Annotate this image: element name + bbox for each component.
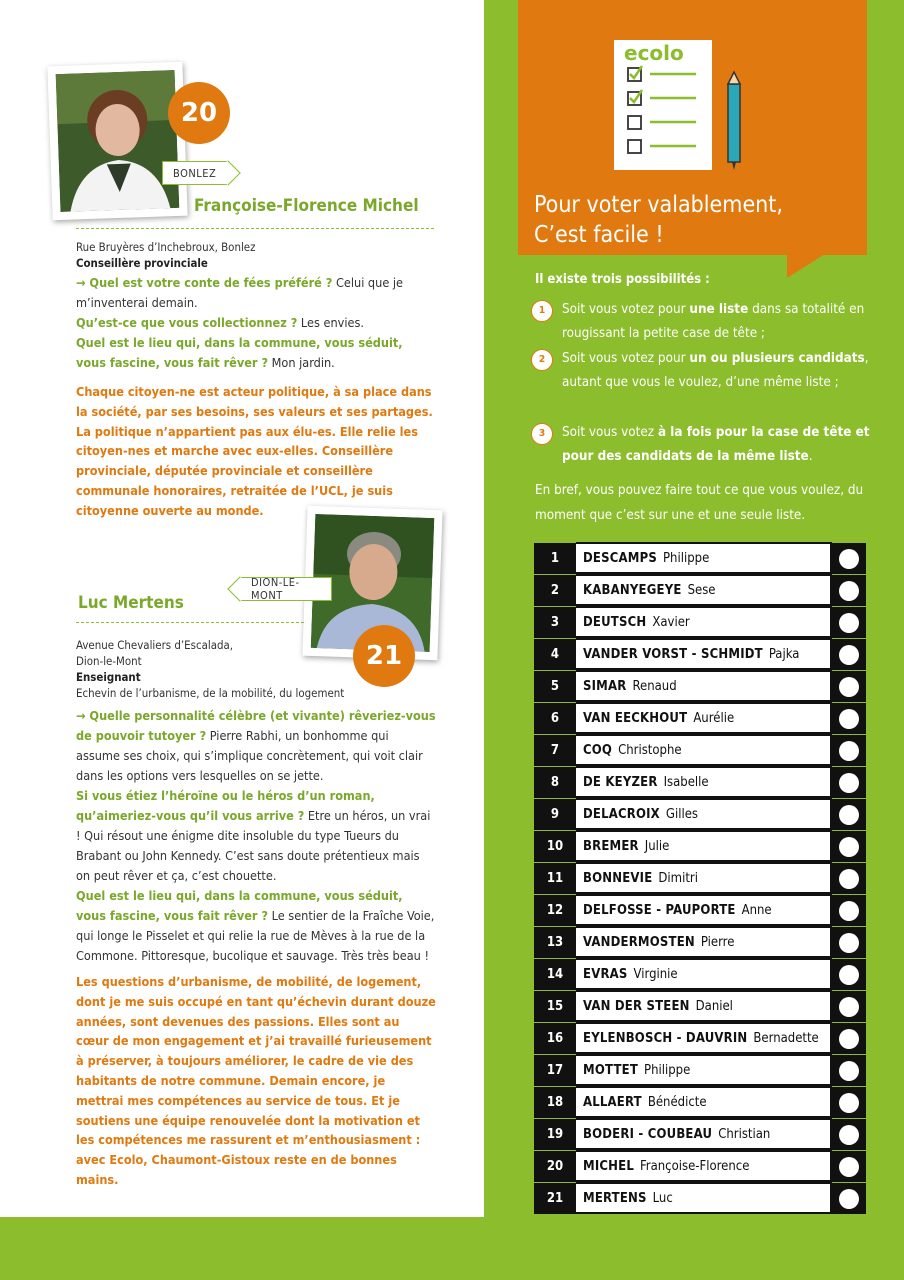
vote-circle-icon[interactable]	[839, 581, 859, 601]
candidate-name-cell	[576, 702, 832, 734]
candidate-last-name: BREMER	[583, 838, 639, 854]
location-label: DION-LE-MONT	[251, 576, 300, 602]
candidate-last-name: DE KEYZER	[583, 774, 658, 790]
candidate-first-name: Renaud	[632, 678, 677, 694]
list-item	[534, 798, 866, 830]
vote-circle-icon[interactable]	[839, 1157, 859, 1177]
list-item	[534, 542, 866, 574]
candidate-first-name: Anne	[741, 902, 772, 918]
candidate-last-name: DEUTSCH	[583, 614, 647, 630]
vote-box[interactable]	[832, 766, 866, 798]
vote-circle-icon[interactable]	[839, 741, 859, 761]
candidate-number: 9	[534, 798, 576, 830]
list-item	[534, 702, 866, 734]
vote-circle-icon[interactable]	[839, 869, 859, 889]
vote-circle-icon[interactable]	[839, 1029, 859, 1049]
vote-box[interactable]	[832, 1054, 866, 1086]
candidate-number: 5	[534, 670, 576, 702]
candidate-statement: Les questions d’urbanisme, de mobilité, de logement, dont je me suis occupé en tant qu’échevin durant douze années, sont devenues des passions. Elles sont au cœur de mon engagement et j’ai travaillé furieusement à préserver, à toujours améliorer, le cadre de vie des habitants de notre commune. Demain encore, je mettrai mes compétences au service de tous. Et je soutiens une équipe renouvelée dont la motivation et les compétences me rassurent et m’enthousiasment : avec Ecolo, Chaumont-Gistoux reste en de bonnes mains.	[76, 974, 436, 1187]
candidate-statement: Chaque citoyen-ne est acteur politique, à sa place dans la société, par ses besoins, ses valeurs et ses partages. La politique n’appartient pas aux élu-es. Elle relie les citoyen-nes et marche avec eux-elles. Conseillère provinciale, députée provinciale et conseillère communale honoraires, retraitée de l’UCL, je suis citoyenne ouverte au monde.	[76, 384, 433, 518]
logo-text: ecolo	[624, 41, 684, 65]
answer: Le sentier de la Fraîche Voie, qui longe le Pisselet et qui relie la rue de Mèves à la rue de la Commone. Pittoresque, bucolique et sauvage. Très très beau !	[76, 908, 435, 963]
option-text: Soit vous votez	[562, 425, 658, 440]
vote-circle-icon[interactable]	[839, 1093, 859, 1113]
candidate-name-cell	[576, 1054, 832, 1086]
answer: Les envies.	[297, 315, 364, 330]
answer: Pierre Rabhi, un bonhomme qui assume ses choix, qui s’implique concrètement, qui voit clair dans les options vers lesquelles on se jette.	[76, 728, 423, 783]
list-item	[534, 1182, 866, 1214]
left-footer-band	[0, 1217, 484, 1280]
list-item	[534, 958, 866, 990]
portrait-image	[56, 70, 180, 212]
candidate-name-cell	[576, 1086, 832, 1118]
candidate-last-name: VAN DER STEEN	[583, 998, 690, 1014]
callout-tail	[787, 254, 825, 278]
list-item	[534, 1054, 866, 1086]
candidate-last-name: DELFOSSE - PAUPORTE	[583, 902, 736, 918]
location-tag	[162, 161, 228, 185]
candidate-name-cell	[576, 606, 832, 638]
candidate-number: 12	[534, 894, 576, 926]
location-tag	[240, 577, 332, 601]
candidate-last-name: VANDER VORST - SCHMIDT	[583, 646, 763, 662]
vote-box[interactable]	[832, 1022, 866, 1054]
list-item	[534, 670, 866, 702]
candidate-first-name: Aurélie	[693, 710, 735, 726]
candidate-number: 2	[534, 574, 576, 606]
vote-box[interactable]	[832, 798, 866, 830]
candidate-number: 11	[534, 862, 576, 894]
question: Quel est le lieu qui, dans la commune, vous séduit, vous fascine, vous fait rêver ?	[76, 888, 403, 923]
list-item	[534, 830, 866, 862]
answer: Mon jardin.	[268, 355, 335, 370]
candidate-name-cell	[576, 958, 832, 990]
address-line: Avenue Chevaliers d’Escalada,	[76, 638, 234, 652]
vote-box[interactable]	[832, 926, 866, 958]
qa-item	[76, 273, 436, 313]
candidate-number: 14	[534, 958, 576, 990]
candidate-number: 10	[534, 830, 576, 862]
list-item	[534, 1150, 866, 1182]
location-label: BONLEZ	[173, 166, 217, 180]
candidate-name-cell	[576, 926, 832, 958]
candidate-number: 1	[534, 542, 576, 574]
candidate-last-name: VAN EECKHOUT	[583, 710, 688, 726]
candidate-first-name: Luc	[652, 1190, 673, 1206]
question: Qu’est-ce que vous collectionnez ?	[76, 315, 298, 330]
candidate-first-name: Julie	[644, 838, 670, 854]
option-emphasis: une liste	[689, 302, 749, 317]
candidate-last-name: KABANYEGEYE	[583, 582, 682, 598]
option-text: , autant que vous le voulez, d’une même liste ;	[562, 351, 869, 390]
candidate-number: 17	[534, 1054, 576, 1086]
candidate-number: 6	[534, 702, 576, 734]
candidate-last-name: MICHEL	[583, 1158, 635, 1174]
vote-box[interactable]	[832, 1086, 866, 1118]
candidate-name-cell	[576, 766, 832, 798]
list-item	[534, 766, 866, 798]
candidate-photo-michel	[47, 62, 187, 221]
candidate-number: 4	[534, 638, 576, 670]
address-line: Dion-le-Mont	[76, 654, 142, 668]
candidate-number: 16	[534, 1022, 576, 1054]
candidate-first-name: Pierre	[700, 934, 735, 950]
vote-box[interactable]	[832, 702, 866, 734]
list-item	[534, 1022, 866, 1054]
vote-circle-icon[interactable]	[839, 965, 859, 985]
option-text: dans sa totalité en rougissant la petite case de tête ;	[562, 302, 865, 341]
candidate-name-cell	[576, 862, 832, 894]
divider	[76, 228, 434, 229]
option-text: Soit vous votez pour	[562, 302, 690, 317]
title-line: C’est facile !	[534, 222, 664, 248]
candidate-list	[534, 542, 866, 1214]
candidate-number: 13	[534, 926, 576, 958]
candidate-name-cell	[576, 638, 832, 670]
candidate-last-name: DESCAMPS	[583, 550, 657, 566]
candidate-number: 15	[534, 990, 576, 1022]
candidate-name-cell	[576, 1118, 832, 1150]
title-line: Pour voter valablement,	[534, 192, 783, 218]
candidate-last-name: BONNEVIE	[583, 870, 653, 886]
qa-item	[76, 786, 436, 886]
vote-circle-icon[interactable]	[839, 709, 859, 729]
list-item	[534, 734, 866, 766]
candidate-first-name: Philippe	[644, 1062, 691, 1078]
job: Enseignant	[76, 670, 141, 684]
candidate-first-name: Christophe	[618, 742, 682, 758]
candidate-name: Françoise-Florence Michel	[194, 196, 419, 216]
vote-circle-icon[interactable]	[839, 805, 859, 825]
candidate-last-name: EVRAS	[583, 966, 628, 982]
interview	[76, 273, 436, 373]
question: Quel est le lieu qui, dans la commune, vous séduit, vous fascine, vous fait rêver ?	[76, 335, 403, 370]
vote-circle-icon[interactable]	[839, 1061, 859, 1081]
qa-item	[76, 313, 436, 333]
candidate-number-badge: 21	[353, 625, 415, 687]
candidate-name-cell	[576, 1150, 832, 1182]
candidate-number: 3	[534, 606, 576, 638]
list-item	[534, 990, 866, 1022]
option-number: 2	[531, 349, 553, 371]
vote-box[interactable]	[832, 894, 866, 926]
candidate-last-name: MERTENS	[583, 1190, 647, 1206]
vote-circle-icon[interactable]	[839, 933, 859, 953]
candidate-first-name: Bénédicte	[647, 1094, 707, 1110]
vote-circle-icon[interactable]	[839, 613, 859, 633]
voting-option	[531, 347, 871, 395]
candidate-name-cell	[576, 1182, 832, 1214]
question: → Quel est votre conte de fées préféré ?	[76, 275, 333, 290]
vote-circle-icon[interactable]	[839, 997, 859, 1017]
candidate-name-cell	[576, 670, 832, 702]
candidate-number: 7	[534, 734, 576, 766]
vote-circle-icon[interactable]	[839, 837, 859, 857]
option-emphasis: à la fois pour la case de tête et pour des candidats de la même liste	[562, 425, 870, 464]
candidate-name-cell	[576, 734, 832, 766]
candidate-last-name: BODERI - COUBEAU	[583, 1126, 713, 1142]
candidate-name: Luc Mertens	[78, 593, 184, 613]
candidate-last-name: MOTTET	[583, 1062, 639, 1078]
vote-circle-icon[interactable]	[839, 773, 859, 793]
candidate-name-cell	[576, 574, 832, 606]
role: Echevin de l’urbanisme, de la mobilité, du logement	[76, 686, 345, 700]
vote-circle-icon[interactable]	[839, 1125, 859, 1145]
option-text: .	[808, 449, 813, 464]
candidate-first-name: Pajka	[768, 646, 800, 662]
list-item	[534, 638, 866, 670]
vote-box[interactable]	[832, 606, 866, 638]
list-item	[534, 894, 866, 926]
candidate-first-name: Gilles	[665, 806, 699, 822]
vote-box[interactable]	[832, 1118, 866, 1150]
question: Si vous étiez l’héroïne ou le héros d’un roman, qu’aimeriez-vous qu’il vous arrive ?	[76, 788, 375, 823]
vote-circle-icon[interactable]	[839, 1189, 859, 1209]
list-item	[534, 862, 866, 894]
option-text: Soit vous votez pour	[562, 351, 690, 366]
candidate-name-cell	[576, 798, 832, 830]
candidate-first-name: Daniel	[695, 998, 733, 1014]
qa-item	[76, 333, 436, 373]
candidate-first-name: Xavier	[652, 614, 690, 630]
vote-box[interactable]	[832, 574, 866, 606]
candidate-last-name: VANDERMOSTEN	[583, 934, 695, 950]
vote-box[interactable]	[832, 670, 866, 702]
candidate-name-cell	[576, 830, 832, 862]
vote-box[interactable]	[832, 830, 866, 862]
candidate-number-badge: 20	[168, 82, 230, 144]
list-item	[534, 1086, 866, 1118]
address: Rue Bruyères d’Inchebroux, Bonlez	[76, 240, 256, 254]
candidate-last-name: EYLENBOSCH - DAUVRIN	[583, 1030, 748, 1046]
candidate-details	[76, 637, 436, 701]
vote-circle-icon[interactable]	[839, 677, 859, 697]
candidate-number: 21	[534, 1182, 576, 1214]
vote-circle-icon[interactable]	[839, 901, 859, 921]
candidate-last-name: COQ	[583, 742, 613, 758]
option-number: 3	[531, 423, 553, 445]
candidate-name-cell	[576, 542, 832, 574]
ballot-checklist-icon	[612, 36, 748, 176]
summary-text: En bref, vous pouvez faire tout ce que vous voulez, du moment que c’est sur une et une seule liste.	[535, 483, 864, 523]
list-item	[534, 606, 866, 638]
candidate-first-name: Sese	[687, 582, 716, 598]
vote-box[interactable]	[832, 990, 866, 1022]
candidate-last-name: SIMAR	[583, 678, 627, 694]
question: → Quelle personnalité célèbre (et vivante) rêveriez-vous de pouvoir tutoyer ?	[76, 708, 436, 743]
candidate-first-name: Françoise-Florence	[640, 1158, 750, 1174]
intro-text: Il existe trois possibilités :	[535, 272, 710, 287]
candidate-number: 19	[534, 1118, 576, 1150]
answer: Celui que je m’inventerai demain.	[76, 275, 404, 310]
vote-box[interactable]	[832, 958, 866, 990]
qa-item	[76, 706, 436, 786]
interview	[76, 706, 436, 966]
candidate-first-name: Isabelle	[663, 774, 709, 790]
vote-box[interactable]	[832, 1182, 866, 1214]
candidate-name-cell	[576, 894, 832, 926]
vote-circle-icon[interactable]	[839, 549, 859, 569]
vote-circle-icon[interactable]	[839, 645, 859, 665]
vote-box[interactable]	[832, 862, 866, 894]
candidate-first-name: Dimitri	[658, 870, 698, 886]
qa-item	[76, 886, 436, 966]
vote-box[interactable]	[832, 542, 866, 574]
option-emphasis: un ou plusieurs candidats	[689, 351, 865, 366]
vote-box[interactable]	[832, 1150, 866, 1182]
candidate-name-cell	[576, 1022, 832, 1054]
list-item	[534, 574, 866, 606]
vote-box[interactable]	[832, 638, 866, 670]
voting-option	[531, 421, 871, 469]
candidate-first-name: Christian	[718, 1126, 771, 1142]
candidate-number: 20	[534, 1150, 576, 1182]
role: Conseillère provinciale	[76, 256, 208, 270]
candidate-first-name: Philippe	[663, 550, 710, 566]
callout-title	[534, 190, 783, 250]
voting-option	[531, 298, 871, 346]
candidate-last-name: ALLAERT	[583, 1094, 642, 1110]
candidate-first-name: Bernadette	[753, 1030, 819, 1046]
divider	[76, 622, 304, 623]
vote-box[interactable]	[832, 734, 866, 766]
candidate-number: 8	[534, 766, 576, 798]
candidate-first-name: Virginie	[633, 966, 678, 982]
list-item	[534, 1118, 866, 1150]
answer: Etre un héros, un vrai ! Qui résout une énigme dite insoluble du type Tueurs du Brabant ou John Kennedy. C’est sans doute prétentieux mais on peut rêver et ça, c’est chouette.	[76, 808, 431, 883]
option-number: 1	[531, 300, 553, 322]
candidate-number: 18	[534, 1086, 576, 1118]
candidate-name-cell	[576, 990, 832, 1022]
candidate-details	[76, 239, 436, 271]
candidate-last-name: DELACROIX	[583, 806, 660, 822]
list-item	[534, 926, 866, 958]
